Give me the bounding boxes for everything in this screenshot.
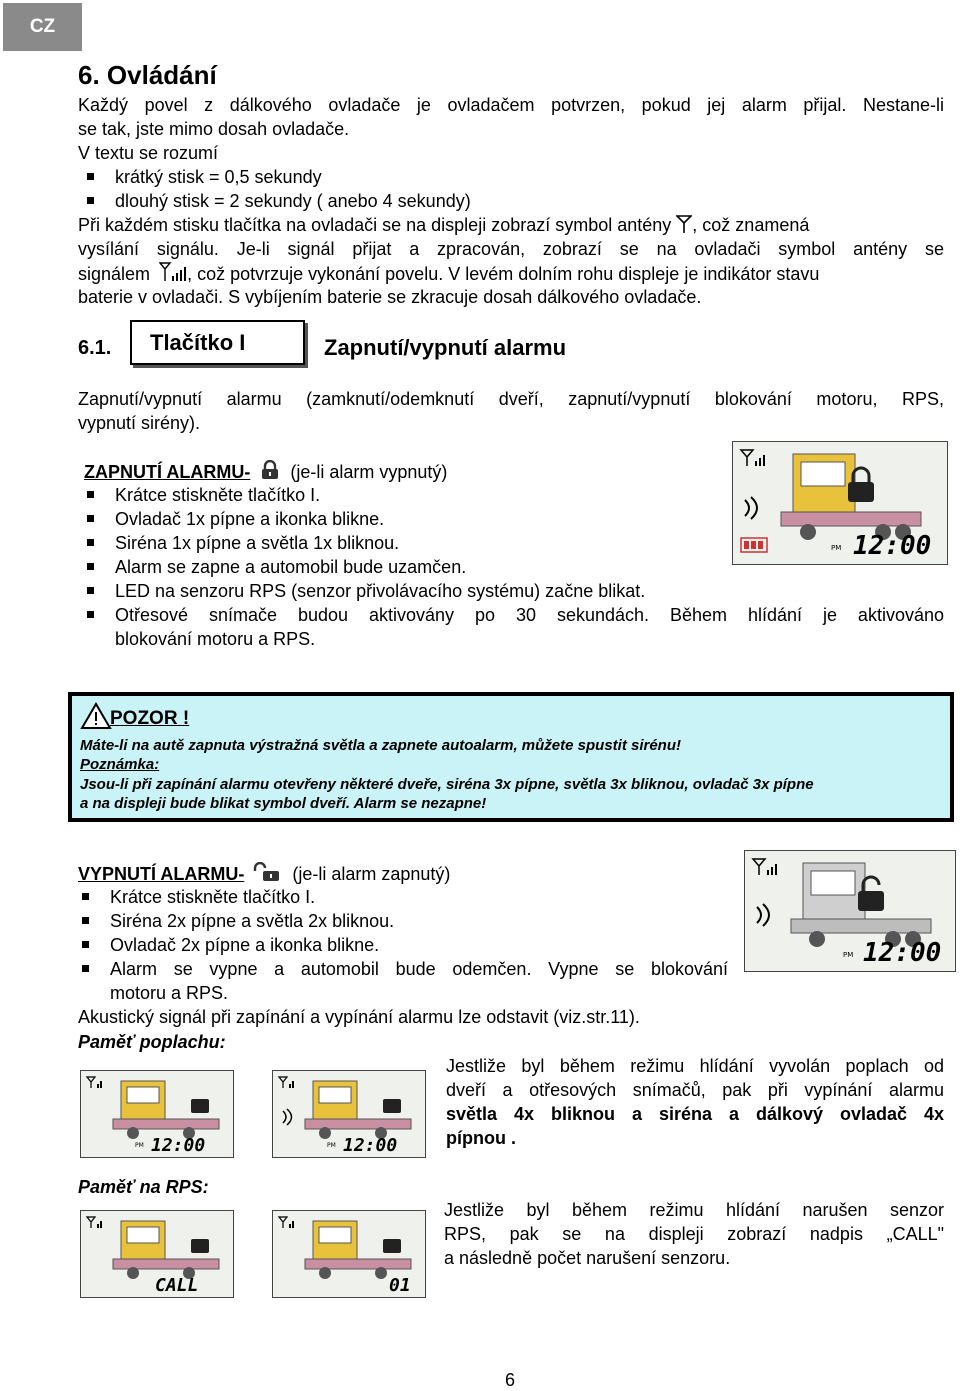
locked-padlock-icon bbox=[259, 460, 281, 480]
list-item: Ovladač 2x pípne a ikonka blikne. bbox=[110, 935, 380, 955]
section-title: Zapnutí/vypnutí alarmu bbox=[324, 335, 567, 360]
warning-title: POZOR ! bbox=[110, 708, 190, 729]
paragraph-line: vysílání signálu. Je-li signál přijat a zpracován, zobrazí se na ovladači symbol antény se bbox=[78, 239, 944, 259]
list-item: Otřesové snímače budou aktivovány po 30 sekundách. Během hlídání je aktivováno bbox=[115, 605, 944, 625]
memory-text: pípnou . bbox=[446, 1128, 516, 1148]
list-item-cont: blokování motoru a RPS. bbox=[115, 629, 316, 649]
list-item-cont: motoru a RPS. bbox=[110, 983, 229, 1003]
warning-text: Máte-li na autě zapnuta výstražná světla a zapnete autoalarm, můžete spustit sirénu! bbox=[80, 737, 682, 754]
note-label: Poznámka: bbox=[80, 756, 160, 773]
rps-text: RPS, pak se na displeji zobrazí nadpis „CALL" bbox=[444, 1224, 944, 1244]
language-tab: CZ bbox=[3, 3, 82, 51]
page-title: 6. Ovládání bbox=[78, 60, 217, 90]
lcd-display-alarm-memory-1 bbox=[80, 1070, 234, 1158]
unlocked-padlock-icon bbox=[253, 862, 283, 882]
list-item: Siréna 2x pípne a světla 2x bliknou. bbox=[110, 911, 395, 931]
lcd-call-text: CALL bbox=[155, 1275, 199, 1296]
page-number: 6 bbox=[505, 1370, 516, 1390]
memory-title: Paměť poplachu: bbox=[78, 1032, 226, 1052]
pm-label: PM bbox=[135, 1142, 144, 1149]
memory-text: světla 4x bliknou a siréna a dálkový ovladač 4x bbox=[446, 1104, 944, 1124]
list-item: Siréna 1x pípne a světla 1x bliknou. bbox=[115, 533, 400, 553]
list-item: dlouhý stisk = 2 sekundy ( anebo 4 sekundy) bbox=[115, 191, 471, 211]
intro-line: se tak, jste mimo dosah ovladače. bbox=[78, 119, 350, 139]
lcd-display-disarmed bbox=[744, 850, 956, 972]
lcd-display-alarm-memory-2 bbox=[272, 1070, 426, 1158]
section-number: 6.1. bbox=[78, 337, 112, 359]
rps-title: Paměť na RPS: bbox=[78, 1177, 209, 1197]
lcd-count-text: 01 bbox=[389, 1275, 411, 1296]
lcd-display-armed bbox=[732, 441, 948, 565]
button-label-box: Tlačítko I bbox=[130, 320, 305, 365]
section-desc: vypnutí sirény). bbox=[78, 413, 201, 433]
lcd-display-rps-call bbox=[80, 1210, 234, 1298]
warning-triangle-icon bbox=[80, 702, 112, 730]
list-item: Alarm se zapne a automobil bude uzamčen. bbox=[115, 557, 467, 577]
pm-label: PM bbox=[831, 544, 842, 552]
memory-text: Jestliže byl během režimu hlídání vyvolán poplach od bbox=[446, 1056, 944, 1076]
list-item: Krátce stiskněte tlačítko I. bbox=[115, 485, 321, 505]
lcd-time: 12:00 bbox=[343, 1135, 398, 1156]
list-item: Alarm se vypne a automobil bude odemčen. Vypne se blokování bbox=[110, 959, 728, 979]
disarm-heading: VYPNUTÍ ALARMU- (je-li alarm zapnutý) bbox=[78, 864, 451, 884]
paragraph-line: signálem , což potvrzuje vykonání povelu. V levém dolním rohu displeje je indikátor stavu bbox=[78, 264, 820, 284]
antenna-signal-icon bbox=[159, 262, 187, 282]
lcd-time: 12:00 bbox=[853, 531, 932, 561]
rps-text: Jestliže byl během režimu hlídání narušen senzor bbox=[444, 1200, 944, 1220]
list-item: LED na senzoru RPS (senzor přivolávacího systému) začne blikat. bbox=[115, 581, 646, 601]
rps-text: a následně počet narušení senzoru. bbox=[444, 1248, 731, 1268]
intro-line: V textu se rozumí bbox=[78, 143, 219, 163]
list-item: Ovladač 1x pípne a ikonka blikne. bbox=[115, 509, 385, 529]
lcd-time: 12:00 bbox=[151, 1135, 206, 1156]
lcd-time: 12:00 bbox=[863, 938, 942, 968]
warning-text: a na displeji bude blikat symbol dveří. Alarm se nezapne! bbox=[80, 795, 487, 812]
warning-text: Jsou-li při zapínání alarmu otevřeny některé dveře, siréna 3x pípne, světla 3x bliknou, ovladač 3x pípne bbox=[80, 776, 814, 793]
list-item: Krátce stiskněte tlačítko I. bbox=[110, 887, 316, 907]
antenna-icon bbox=[676, 215, 692, 233]
paragraph-line: Při každém stisku tlačítka na ovladači se na displeji zobrazí symbol antény , což znamená bbox=[78, 215, 810, 235]
paragraph-line: baterie v ovladači. S vybíjením baterie se zkracuje dosah dálkového ovladače. bbox=[78, 287, 702, 307]
pm-label: PM bbox=[327, 1142, 336, 1149]
list-item: krátký stisk = 0,5 sekundy bbox=[115, 167, 322, 187]
acoustic-note: Akustický signál při zapínání a vypínání alarmu lze odstavit (viz.str.11). bbox=[78, 1007, 640, 1027]
pm-label: PM bbox=[843, 951, 854, 959]
warning-box bbox=[68, 692, 954, 822]
memory-text: dveří a otřesových snímačů, pak při vypínání alarmu bbox=[446, 1080, 944, 1100]
arm-heading: ZAPNUTÍ ALARMU- (je-li alarm vypnutý) bbox=[84, 462, 448, 482]
section-desc: Zapnutí/vypnutí alarmu (zamknutí/odemknutí dveří, zapnutí/vypnutí blokování motoru, RPS, bbox=[78, 389, 944, 409]
intro-line: Každý povel z dálkového ovladače je ovladačem potvrzen, pokud jej alarm přijal. Nestane-li bbox=[78, 95, 944, 115]
lcd-display-rps-count bbox=[272, 1210, 426, 1298]
